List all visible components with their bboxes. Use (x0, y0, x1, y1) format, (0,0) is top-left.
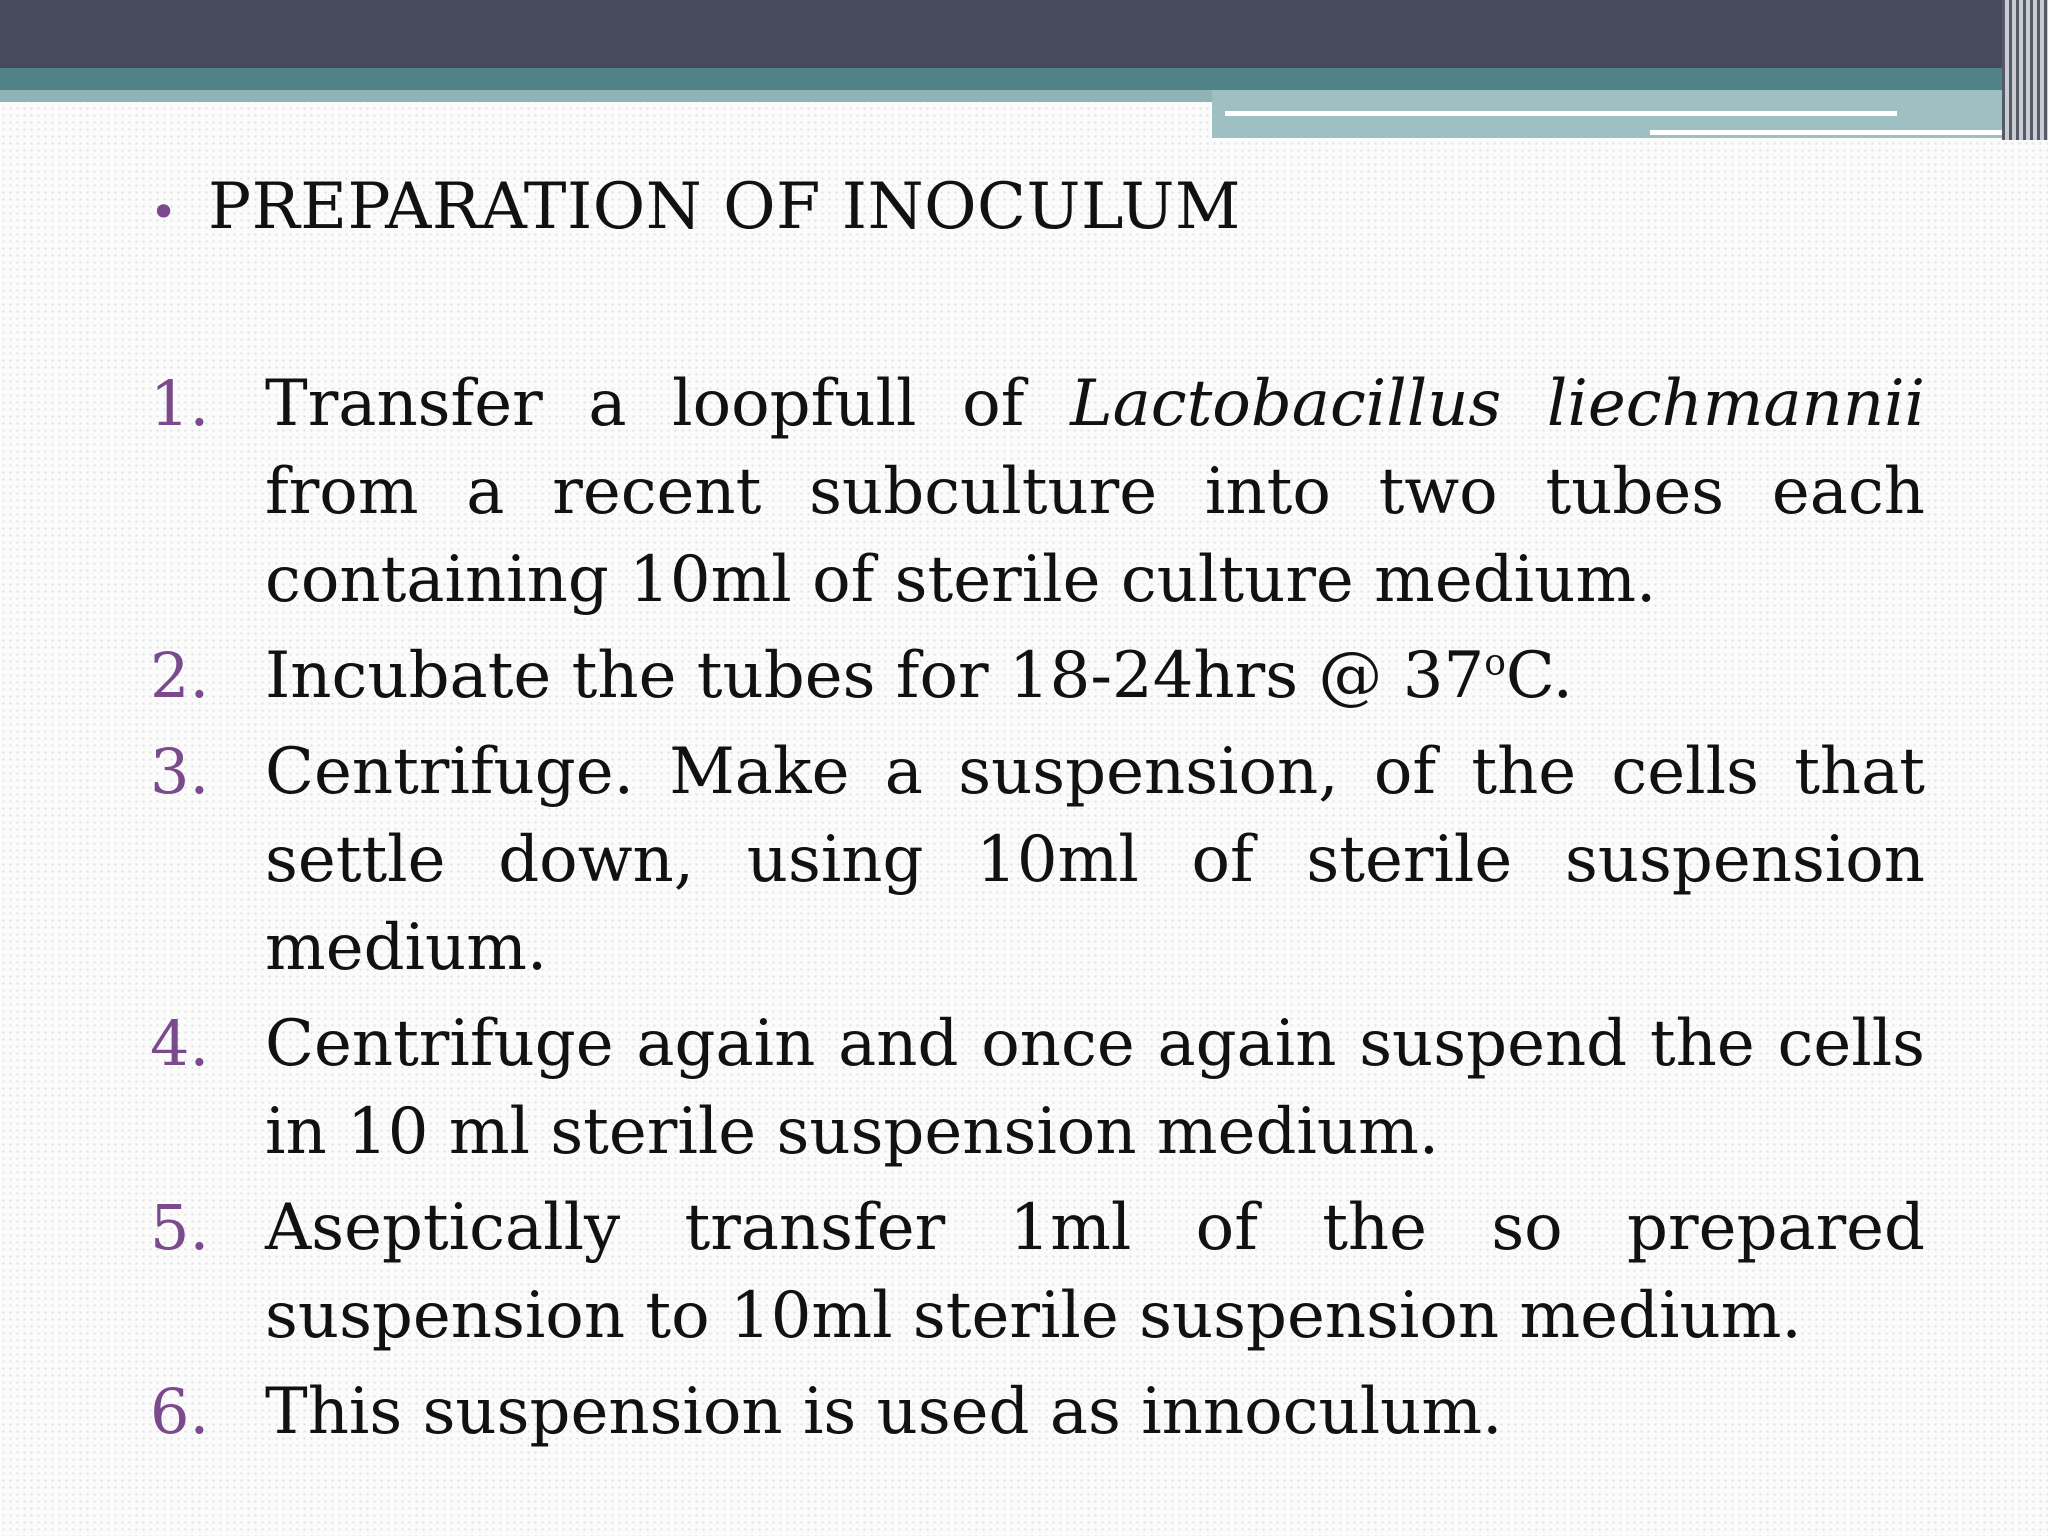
list-item (150, 1000, 1925, 1176)
step-number: 3. (150, 735, 210, 808)
banner-edge-stripes (2002, 0, 2048, 140)
step-text: Aseptically transfer 1ml of the so prepared suspension to 10ml sterile suspension medium. (265, 1191, 1925, 1353)
step-number: 4. (150, 1007, 210, 1080)
banner-light-band (0, 90, 1212, 102)
step-number: 5. (150, 1191, 210, 1264)
procedure-steps (150, 360, 1925, 1464)
step-text: Centrifuge again and once again suspend the cells in 10 ml sterile suspension medium. (265, 1007, 1925, 1169)
list-item (150, 632, 1925, 720)
banner-teal-band (0, 68, 2048, 90)
banner-white-line-short (1650, 130, 2002, 135)
step-text-part: Transfer a loopfull of (265, 367, 1071, 441)
degree-superscript: o (1484, 642, 1506, 684)
step-text (265, 632, 1925, 720)
step-text: This suspension is used as innoculum. (265, 1375, 1503, 1449)
step-number: 6. (150, 1375, 210, 1448)
step-number: 2. (150, 639, 210, 712)
step-text-part: from a recent subculture into two tubes each containing 10ml of sterile culture medium. (265, 455, 1925, 617)
organism-name: Lactobacillus liechmannii (1070, 367, 1926, 441)
banner-white-line (1225, 111, 1897, 116)
list-item (150, 1368, 1925, 1456)
step-number: 1. (150, 367, 210, 440)
list-item (150, 1184, 1925, 1360)
list-item (150, 728, 1925, 992)
banner-dark-band (0, 0, 2048, 68)
step-text: Centrifuge. Make a suspension, of the cells that settle down, using 10ml of sterile suspension medium. (265, 735, 1925, 985)
slide-heading: PREPARATION OF INOCULUM (208, 170, 1241, 244)
step-text (265, 360, 1925, 624)
bullet-icon: • (150, 185, 178, 239)
top-banner (0, 0, 2048, 140)
slide-title-row (150, 170, 1890, 244)
step-text-part: C. (1505, 639, 1573, 713)
list-item (150, 360, 1925, 624)
step-text-part: Incubate the tubes for 18-24hrs @ 37 (265, 639, 1485, 713)
